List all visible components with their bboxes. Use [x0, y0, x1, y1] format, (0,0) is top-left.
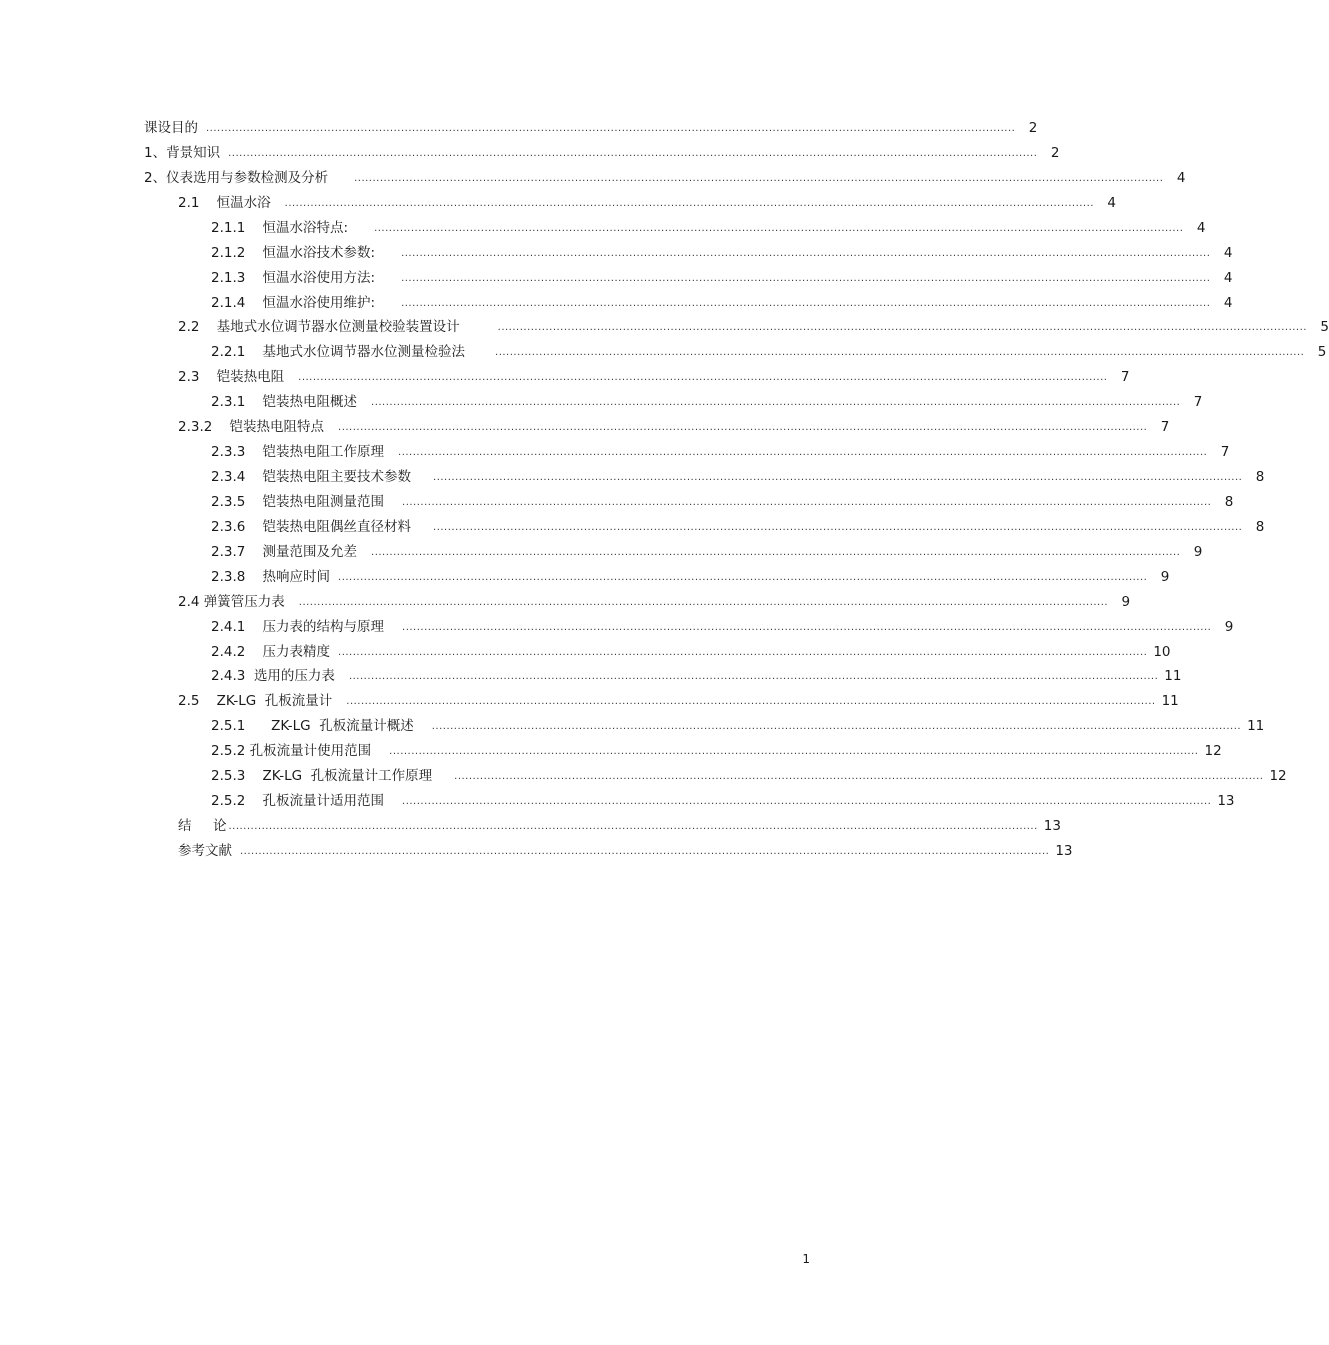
footer-page-number: 1 [802, 1252, 810, 1266]
toc-entry-title: 弹簧管压力表 [203, 593, 285, 610]
toc-entry-title: 测量范围及允差 [262, 543, 358, 560]
toc-entry-title: ZK-LG 孔板流量计概述 [271, 718, 414, 735]
toc-dot-leader: ............................................................................................................................................................................................................................ [371, 397, 1181, 409]
toc-dot-leader: ............................................................................................................................................................................................................................ [402, 796, 1212, 808]
toc-dot-leader: ............................................................................................................................................................................................................................ [338, 646, 1148, 658]
toc-entry[interactable] [211, 242, 1233, 264]
toc-entry[interactable] [144, 142, 1060, 164]
toc-dot-leader: ............................................................................................................................................................................................................................ [298, 372, 1108, 384]
toc-entry-number: 2.4.3 [211, 668, 254, 685]
toc-entry[interactable] [178, 192, 1116, 214]
toc-entry-number: 2.4 [178, 593, 204, 610]
toc-entry[interactable] [178, 690, 1179, 712]
toc-entry-title: 仪表选用与参数检测及分析 [166, 169, 329, 186]
toc-dot-leader: ............................................................................................................................................................................................................................ [495, 347, 1305, 359]
toc-entry-page: 2 [1050, 144, 1060, 161]
toc-dot-leader: ............................................................................................................................................................................................................................ [206, 123, 1016, 134]
toc-entry-page: 2 [1028, 120, 1038, 136]
toc-dot-leader: ............................................................................................................................................................................................................................ [338, 422, 1148, 434]
toc-entry[interactable] [211, 790, 1235, 812]
toc-entry-page: 11 [1247, 718, 1265, 735]
toc-dot-leader: ............................................................................................................................................................................................................................ [346, 696, 1156, 708]
toc-entry-title: 选用的压力表 [253, 668, 335, 685]
toc-entry-number: 2.3.1 [211, 394, 263, 411]
toc-entry-number: 2.3.8 [211, 568, 263, 585]
toc-entry-number: 2.5.2 [211, 743, 250, 760]
toc-entry-page: 5 [1317, 344, 1327, 361]
toc-entry-number: 2.2 [178, 319, 217, 336]
toc-entry-page: 12 [1204, 743, 1222, 760]
toc-entry-page: 4 [1223, 244, 1233, 261]
toc-entry[interactable] [211, 516, 1265, 538]
toc-entry[interactable] [178, 416, 1170, 438]
toc-dot-leader: ............................................................................................................................................................................................................................ [228, 147, 1038, 159]
toc-entry-number: 2.5 [178, 693, 217, 710]
toc-entry-title: 参考文献 [178, 842, 232, 859]
toc-entry-page: 13 [1043, 818, 1061, 835]
toc-dot-leader: ............................................................................................................................................................................................................................ [398, 447, 1208, 459]
toc-entry[interactable] [211, 566, 1170, 588]
toc-entry-page: 7 [1193, 394, 1203, 411]
toc-entry-title: 课设目的 [144, 120, 198, 136]
toc-dot-leader: ............................................................................................................................................................................................................................ [374, 222, 1184, 234]
toc-entry-title: 孔板流量计适用范围 [262, 793, 385, 810]
toc-dot-leader: ............................................................................................................................................................................................................................ [401, 272, 1211, 284]
toc-dot-leader: ............................................................................................................................................................................................................................ [431, 721, 1242, 733]
toc-entry-page: 9 [1224, 618, 1234, 635]
toc-entry[interactable] [211, 740, 1222, 762]
toc-entry-number: 2.4.2 [211, 643, 263, 660]
toc-entry-page: 7 [1160, 419, 1170, 436]
toc-entry-title: 铠装热电阻偶丝直径材料 [262, 518, 412, 535]
toc-entry-title: 热响应时间 [262, 568, 331, 585]
toc-entry-page: 11 [1161, 693, 1179, 710]
toc-dot-leader: ............................................................................................................................................................................................................................ [401, 297, 1211, 309]
toc-entry-number: 2.3.5 [211, 493, 263, 510]
toc-entry[interactable] [211, 391, 1203, 413]
toc-entry-page: 8 [1255, 469, 1265, 486]
toc-entry-number: 2.1.3 [211, 269, 263, 286]
toc-entry-title: 铠装热电阻概述 [262, 394, 358, 411]
toc-entry-title: 铠装热电阻主要技术参数 [262, 469, 412, 486]
toc-dot-leader: ............................................................................................................................................................................................................................ [389, 746, 1199, 758]
toc-dot-leader: ............................................................................................................................................................................................................................ [497, 322, 1307, 334]
toc-entry-page: 4 [1196, 219, 1206, 236]
toc-entry-title: ZK-LG 孔板流量计工作原理 [262, 768, 433, 785]
toc-entry[interactable] [211, 765, 1287, 787]
toc-entry-title: 基地式水位调节器水位测量校验装置设计 [216, 319, 460, 336]
toc-entry-title: 恒温水浴使用维护: [262, 294, 376, 311]
toc-entry-number: 2.5.3 [211, 768, 263, 785]
toc-entry-title: 铠装热电阻工作原理 [262, 444, 385, 461]
toc-dot-leader: ............................................................................................................................................................................................................................ [284, 197, 1094, 209]
toc-entry-number: 2.3.7 [211, 543, 263, 560]
toc-entry-number: 2.4.1 [211, 618, 263, 635]
toc-entry[interactable] [211, 715, 1265, 737]
toc-entry-title: ZK-LG 孔板流量计 [216, 693, 333, 710]
toc-entry[interactable] [211, 616, 1234, 638]
toc-entry-page: 9 [1160, 568, 1170, 585]
toc-entry-page: 9 [1193, 543, 1203, 560]
toc-entry-title: 孔板流量计使用范围 [249, 743, 372, 760]
toc-entry[interactable] [178, 316, 1329, 338]
toc-entry-page: 8 [1255, 518, 1265, 535]
toc-entry-title: 铠装热电阻测量范围 [262, 493, 385, 510]
toc-entry-title: 恒温水浴技术参数: [262, 244, 376, 261]
toc-entry-title: 恒温水浴特点: [262, 219, 349, 236]
toc-entry-number: 2.5.1 [211, 718, 272, 735]
toc-entry[interactable] [211, 466, 1265, 488]
toc-entry-page: 7 [1120, 369, 1130, 386]
toc-entry-page: 4 [1223, 294, 1233, 311]
toc-entry-number: 2.1 [178, 194, 217, 211]
toc-entry[interactable] [211, 292, 1233, 314]
toc-entry[interactable] [211, 341, 1327, 363]
toc-entry-page: 13 [1217, 793, 1235, 810]
toc-entry-number: 2.3.4 [211, 469, 263, 486]
toc-entry-page: 10 [1153, 643, 1171, 660]
toc-entry-title: 压力表精度 [262, 643, 331, 660]
toc-dot-leader: ............................................................................................................................................................................................................................ [240, 845, 1050, 857]
toc-entry-number: 2.1.4 [211, 294, 263, 311]
toc-entry[interactable] [178, 840, 1073, 862]
toc-entry[interactable] [211, 217, 1206, 239]
toc-entry-page: 4 [1107, 194, 1116, 211]
toc-dot-leader: ............................................................................................................................................................................................................................ [401, 247, 1211, 259]
toc-dot-leader: ............................................................................................................................................................................................................................ [402, 496, 1212, 508]
toc-entry-page: 12 [1269, 768, 1287, 785]
toc-entry[interactable] [211, 491, 1234, 513]
toc-entry[interactable] [144, 117, 1038, 139]
toc-entry-page: 4 [1176, 169, 1186, 186]
toc-dot-leader: ............................................................................................................................................................................................................................ [228, 821, 1038, 833]
toc-entry-title: 铠装热电阻 [216, 369, 285, 386]
toc-entry-title: 压力表的结构与原理 [262, 618, 385, 635]
toc-entry-page: 5 [1320, 319, 1329, 336]
toc-entry-number: 1、 [144, 144, 167, 161]
toc-entry-title: 基地式水位调节器水位测量检验法 [262, 344, 466, 361]
toc-entry-number: 2.3.2 [178, 419, 230, 436]
toc-entry-number: 2.5.2 [211, 793, 263, 810]
toc-dot-leader: ............................................................................................................................................................................................................................ [454, 771, 1264, 783]
toc-entry-number: 2.3.6 [211, 518, 263, 535]
toc-entry-title: 铠装热电阻特点 [229, 419, 325, 436]
toc-entry-page: 7 [1220, 444, 1230, 461]
toc-entry-number: 2.2.1 [211, 344, 263, 361]
toc-entry[interactable] [178, 815, 1061, 837]
toc-entry-page: 9 [1121, 593, 1131, 610]
toc-entry[interactable] [211, 441, 1230, 463]
toc-entry-title: 恒温水浴使用方法: [262, 269, 376, 286]
toc-entry[interactable] [211, 641, 1171, 663]
toc-dot-leader: ............................................................................................................................................................................................................................ [433, 521, 1243, 533]
toc-entry[interactable] [211, 541, 1203, 563]
toc-entry[interactable] [178, 591, 1131, 613]
toc-entry-title: 恒温水浴 [216, 194, 271, 211]
toc-dot-leader: ............................................................................................................................................................................................................................ [338, 571, 1148, 583]
toc-dot-leader: ............................................................................................................................................................................................................................ [371, 546, 1181, 558]
toc-entry-number: 2.1.2 [211, 244, 263, 261]
toc-entry-number: 2.3 [178, 369, 217, 386]
toc-entry-number: 2.1.1 [211, 219, 263, 236]
toc-entry-title: 背景知识 [166, 144, 221, 161]
toc-entry-page: 13 [1055, 842, 1073, 859]
toc-entry-number: 2.3.3 [211, 444, 263, 461]
toc-entry-page: 11 [1164, 668, 1182, 685]
toc-dot-leader: ............................................................................................................................................................................................................................ [354, 172, 1164, 184]
toc-entry[interactable] [144, 167, 1186, 189]
toc-entry[interactable] [211, 267, 1233, 289]
toc-entry[interactable] [178, 366, 1130, 388]
toc-dot-leader: ............................................................................................................................................................................................................................ [402, 621, 1212, 633]
toc-entry-page: 4 [1223, 269, 1233, 286]
toc-entry[interactable] [211, 665, 1182, 687]
toc-dot-leader: ............................................................................................................................................................................................................................ [298, 596, 1109, 608]
toc-entry-title: 结 论 [178, 818, 227, 835]
toc-dot-leader: ............................................................................................................................................................................................................................ [433, 472, 1243, 484]
toc-entry-page: 8 [1224, 493, 1234, 510]
toc-dot-leader: ............................................................................................................................................................................................................................ [348, 671, 1159, 683]
toc-entry-number: 2、 [144, 169, 167, 186]
